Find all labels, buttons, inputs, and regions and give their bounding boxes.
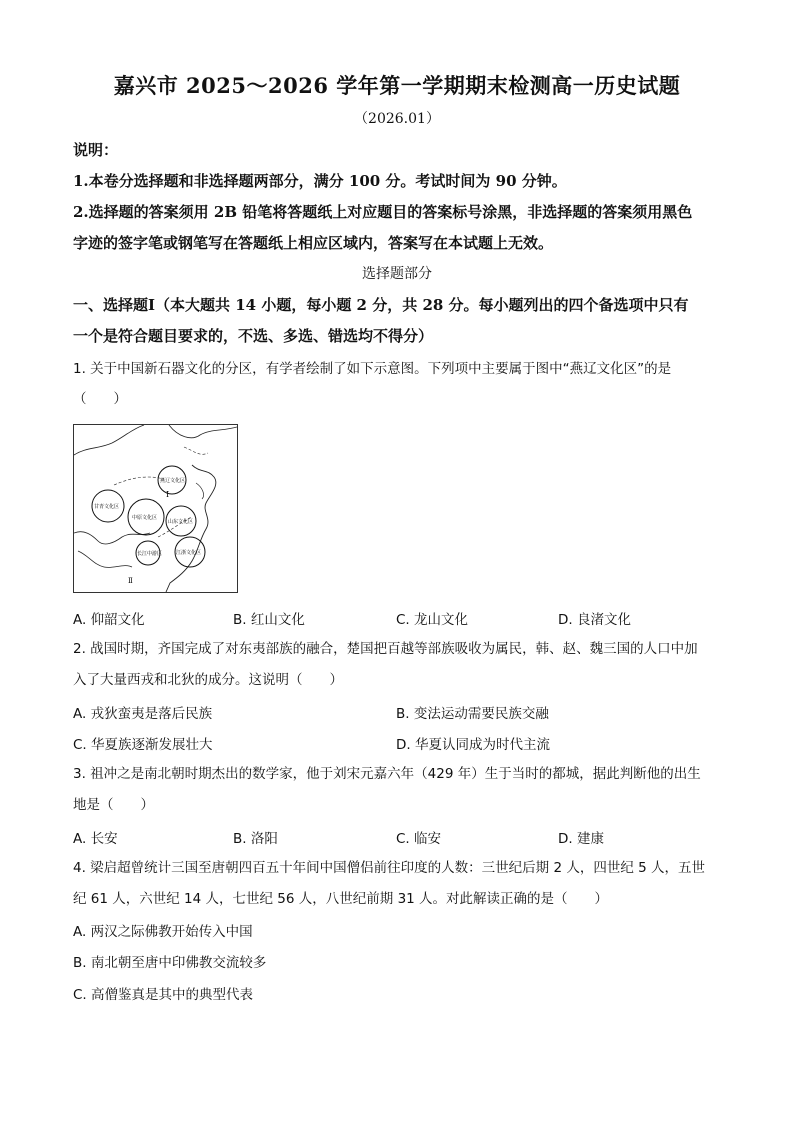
question-1-option-b[interactable]: B. 红山文化	[233, 612, 305, 628]
question-3-option-b[interactable]: B. 洛阳	[233, 831, 278, 847]
map-label-changjiang: 长江中游区	[137, 551, 163, 557]
map-marker-1: Ⅰ	[166, 490, 170, 499]
map-label-zhongyuan: 中原文化区	[132, 515, 158, 521]
exam-date: （2026.01）	[354, 111, 440, 127]
section-title: 选择题部分	[362, 266, 432, 282]
map-marker-2: Ⅱ	[128, 577, 133, 585]
question-1-option-d[interactable]: D. 良渚文化	[558, 612, 631, 628]
question-1-option-c[interactable]: C. 龙山文化	[396, 612, 469, 628]
question-2-option-b[interactable]: B. 变法运动需要民族交融	[396, 706, 549, 722]
map-label-yanliao: 燕辽文化区	[160, 478, 186, 484]
question-4-stem-line2: 纪 61 人，六世纪 14 人，七世纪 56 人，八世纪前期 31 人。对此解读正确的是（ ）	[73, 891, 609, 907]
question-2-option-d[interactable]: D. 华夏认同成为时代主流	[396, 737, 550, 753]
question-3-stem-line2: 地是（ ）	[73, 797, 154, 813]
question-2-stem-line2: 入了大量西戎和北狄的成分。这说明（ ）	[73, 672, 343, 688]
question-2-stem-line1: 2. 战国时期，齐国完成了对东夷部族的融合，楚国把百越等部族吸收为属民，韩、赵、魏三国的人口中加	[73, 641, 698, 657]
part-heading-line1: 一、选择题Ⅰ（本大题共 14 小题，每小题 2 分，共 28 分。每小题列出的四个备选项中只有	[73, 296, 689, 314]
question-1-stem-line1: 1. 关于中国新石器文化的分区，有学者绘制了如下示意图。下列项中主要属于图中“燕辽文化区”的是	[73, 361, 672, 377]
question-4-option-a[interactable]: A. 两汉之际佛教开始传入中国	[73, 924, 253, 940]
question-4-stem-line1: 4. 梁启超曾统计三国至唐朝四百五十年间中国僧侣前往印度的人数：三世纪后期 2 人，四世纪 5 人，五世	[73, 860, 706, 876]
question-3-stem-line1: 3. 祖冲之是南北朝时期杰出的数学家，他于刘宋元嘉六年（429 年）生于当时的都城，据此判断他的出生	[73, 766, 701, 782]
map-label-jiangzhe: 江浙文化区	[176, 550, 202, 556]
instructions-heading: 说明：	[73, 141, 119, 159]
question-1-stem-line2: （ ）	[73, 391, 127, 407]
exam-title: 嘉兴市 2025～2026 学年第一学期期末检测高一历史试题	[113, 73, 681, 98]
part-heading-line2: 一个是符合题目要求的，不选、多选、错选均不得分）	[73, 327, 434, 345]
instruction-item-2-line1: 2.选择题的答案须用 2B 铅笔将答题纸上对应题目的答案标号涂黑，非选择题的答案须用黑色	[73, 203, 693, 221]
question-3-option-c[interactable]: C. 临安	[396, 831, 442, 847]
question-1-option-a[interactable]: A. 仰韶文化	[73, 612, 145, 628]
question-2-option-a[interactable]: A. 戎狄蛮夷是落后民族	[73, 706, 213, 722]
question-2-option-c[interactable]: C. 华夏族逐渐发展壮大	[73, 737, 213, 753]
question-3-option-a[interactable]: A. 长安	[73, 831, 118, 847]
question-3-option-d[interactable]: D. 建康	[558, 831, 604, 847]
instruction-item-1: 1.本卷分选择题和非选择题两部分，满分 100 分。考试时间为 90 分钟。	[73, 172, 567, 190]
neolithic-culture-map	[73, 424, 238, 593]
question-4-option-b[interactable]: B. 南北朝至唐中印佛教交流较多	[73, 955, 267, 971]
map-label-gansu: 甘青文化区	[94, 504, 120, 510]
map-label-shandong: 山东文化区	[168, 519, 194, 525]
instruction-item-2-line2: 字迹的签字笔或钢笔写在答题纸上相应区域内，答案写在本试题上无效。	[73, 234, 554, 252]
question-4-option-c[interactable]: C. 高僧鉴真是其中的典型代表	[73, 987, 254, 1003]
